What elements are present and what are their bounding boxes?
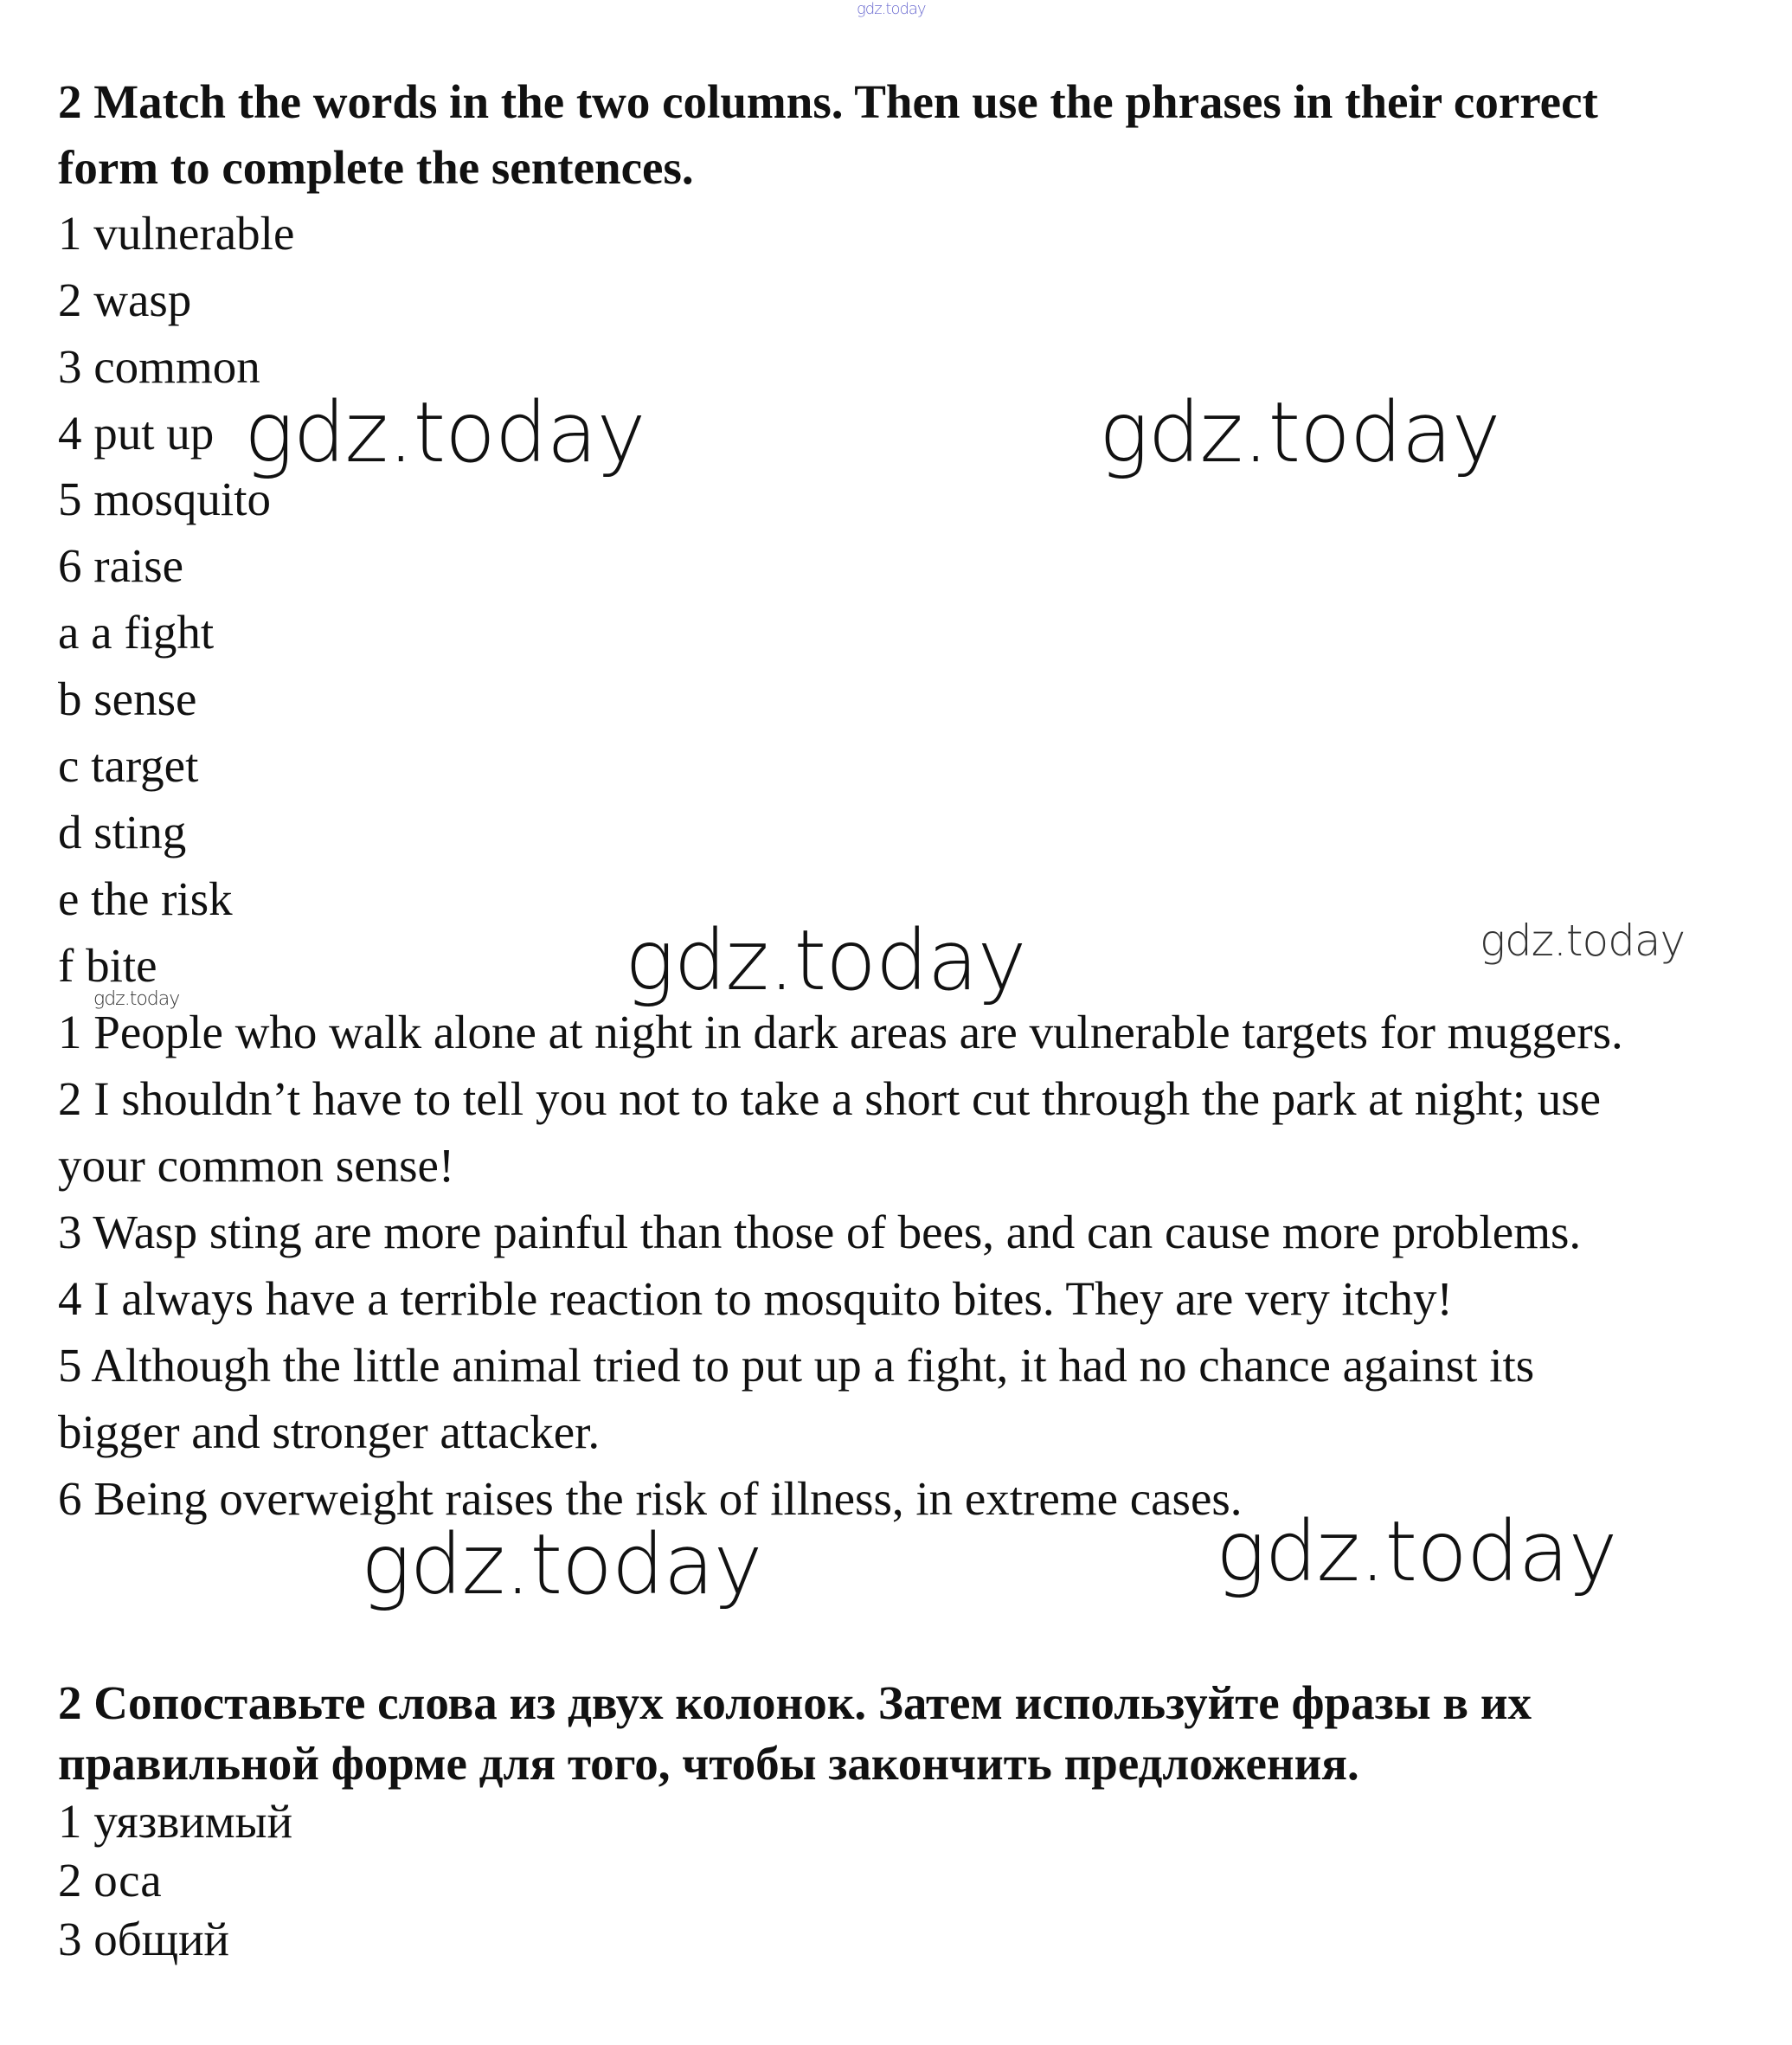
- exercise-heading-line-1: 2 Match the words in the two columns. Then use the phrases in their correct: [58, 75, 1598, 128]
- column1-item: 2 wasp: [58, 273, 192, 326]
- column2-item: c target: [58, 739, 199, 792]
- column2-item: b sense: [58, 672, 197, 725]
- russian-item: 2 оса: [58, 1854, 162, 1907]
- russian-item: 1 уязвимый: [58, 1795, 292, 1848]
- column2-item: e the risk: [58, 872, 233, 925]
- column1-item: 5 mosquito: [58, 473, 271, 525]
- watermark: gdz.today: [244, 384, 646, 481]
- column1-item: 4 put up: [58, 407, 215, 460]
- russian-heading-line-2: правильной форме для того, чтобы закончить предложения.: [58, 1737, 1359, 1790]
- sentence-line: 6 Being overweight raises the risk of illness, in extreme cases.: [58, 1472, 1243, 1525]
- watermark: gdz.today: [1480, 916, 1686, 966]
- sentence-line: your common sense!: [58, 1139, 455, 1192]
- sentence-line: 1 People who walk alone at night in dark areas are vulnerable targets for muggers.: [58, 1006, 1623, 1058]
- russian-item: 3 общий: [58, 1913, 229, 1965]
- column1-item: 3 common: [58, 340, 260, 393]
- watermark: gdz.today: [625, 912, 1026, 1009]
- column1-item: 6 raise: [58, 539, 184, 592]
- watermark: gdz.today: [93, 988, 180, 1010]
- exercise-heading-line-2: form to complete the sentences.: [58, 141, 694, 194]
- watermark: gdz.today: [1216, 1503, 1617, 1600]
- column2-item: f bite: [58, 939, 157, 992]
- column2-item: d sting: [58, 806, 187, 859]
- sentence-line: 2 I shouldn’t have to tell you not to take a short cut through the park at night; use: [58, 1072, 1602, 1125]
- sentence-line: bigger and stronger attacker.: [58, 1405, 601, 1458]
- watermark: gdz.today: [361, 1516, 762, 1613]
- sentence-line: 4 I always have a terrible reaction to mosquito bites. They are very itchy!: [58, 1272, 1453, 1325]
- sentence-line: 3 Wasp sting are more painful than those of bees, and can cause more problems.: [58, 1206, 1582, 1258]
- watermark-top: gdz.today: [857, 0, 926, 18]
- column2-item: a a fight: [58, 606, 215, 659]
- sentence-line: 5 Although the little animal tried to put up a fight, it had no chance against its: [58, 1339, 1535, 1392]
- russian-heading-line-1: 2 Сопоставьте слова из двух колонок. Затем используйте фразы в их: [58, 1676, 1532, 1729]
- watermark: gdz.today: [1099, 384, 1500, 481]
- column1-item: 1 vulnerable: [58, 207, 295, 260]
